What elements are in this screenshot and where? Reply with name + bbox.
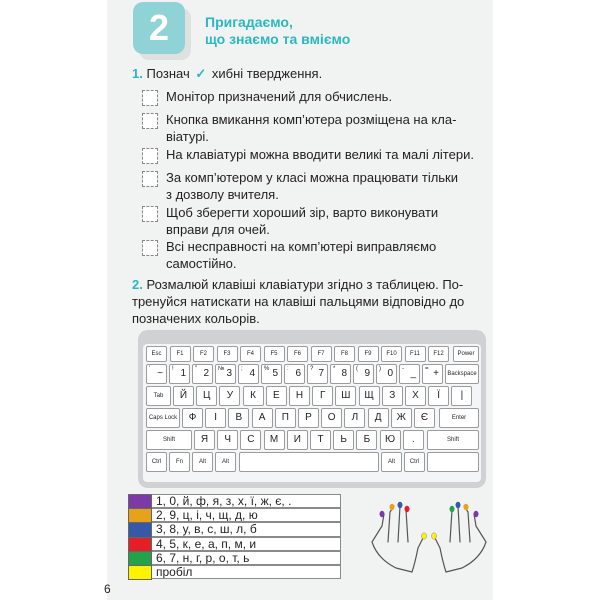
key (264, 346, 285, 362)
key-label: Ф (188, 412, 197, 423)
key (311, 346, 332, 362)
section-title-line-2: що знаємо та вміємо (205, 31, 351, 47)
key (344, 408, 365, 428)
keyboard-key-area (143, 344, 481, 482)
key (215, 364, 236, 384)
key-label: Х (412, 390, 419, 401)
key (266, 386, 287, 406)
key-label: С (247, 434, 255, 445)
statement-5-line-1: Щоб зберегти хороший зір, варто виконувати (166, 205, 439, 220)
key (428, 386, 449, 406)
statement-1-line-1: Монітор призначений для обчислень. (166, 89, 393, 104)
statement-5-text (166, 204, 488, 238)
key (228, 408, 249, 428)
key-label: Р (305, 412, 312, 423)
key (182, 408, 203, 428)
key (422, 364, 443, 384)
key (146, 346, 167, 362)
key-shift-label: : (287, 366, 289, 372)
right-pinky-nail (474, 511, 479, 517)
key (368, 408, 389, 428)
task-2-line-1-text: Розмалюй клавіші клавіатури згідно з таблицею. По- (146, 277, 464, 292)
key-label: ~ (157, 368, 163, 379)
key (451, 386, 472, 406)
statement-4-line-2: з дозволу вчителя. (166, 187, 279, 202)
space-key (239, 452, 379, 472)
key (146, 408, 180, 428)
legend-row (128, 494, 341, 508)
key (330, 364, 351, 384)
legend-keys: 4, 5, к, е, а, п, м, и (152, 537, 341, 551)
key (217, 430, 238, 450)
key (312, 386, 333, 406)
key-shift-label: ' (149, 366, 151, 372)
key (298, 408, 319, 428)
task-2-line-1 (132, 276, 488, 293)
key-label: | (460, 390, 464, 401)
left-hand-outline (372, 506, 424, 572)
key (146, 452, 167, 472)
key-label: Я (200, 434, 209, 445)
legend-keys: 1, 0, й, ф, я, з, х, ї, ж, є, . (152, 494, 341, 508)
key-label: Т (317, 434, 324, 445)
task-2-number: 2. (132, 277, 143, 292)
right-thumb-nail (432, 533, 437, 539)
key (238, 364, 259, 384)
key (261, 364, 282, 384)
key (192, 452, 213, 472)
key-label: F5 (270, 351, 278, 357)
statement-1-text (166, 88, 488, 105)
key-label: . (411, 434, 415, 445)
key-label: Alt (387, 459, 395, 465)
statement-3-checkbox[interactable] (142, 148, 158, 164)
key-shift-label: ) (379, 366, 381, 372)
key-label: Ь (340, 434, 347, 445)
key-label: Ctrl (409, 459, 420, 465)
statement-2-line-2: віатурі. (166, 129, 209, 144)
key-label: В (235, 412, 243, 423)
key (445, 364, 479, 384)
key (380, 430, 401, 450)
section-badge (133, 2, 195, 64)
key (453, 346, 479, 362)
key-label: Fn (175, 459, 183, 465)
statement-6-checkbox[interactable] (142, 240, 158, 256)
statement-6-text (166, 238, 488, 272)
statement-6-line-2: самостійно. (166, 256, 237, 271)
key-label: F9 (364, 351, 372, 357)
key-shift-label: * (333, 366, 336, 372)
key (240, 430, 261, 450)
key (217, 346, 238, 362)
statement-2-checkbox[interactable] (142, 113, 158, 129)
hands-illustration (366, 496, 492, 578)
task-2-text (132, 276, 488, 327)
key-label: 1 (180, 368, 186, 379)
key-label: Ж (396, 412, 406, 423)
key-label: 6 (295, 368, 301, 379)
key (243, 386, 264, 406)
key-label: Д (374, 412, 382, 423)
key (414, 408, 435, 428)
key (287, 430, 308, 450)
key-label: Й (179, 390, 188, 401)
left-thumb-nail (422, 533, 427, 539)
section-title (205, 14, 405, 48)
key-label: Enter (451, 415, 467, 421)
key (381, 452, 402, 472)
key (287, 346, 308, 362)
legend-color-swatch (128, 551, 152, 566)
key-label: F3 (223, 351, 231, 357)
key-shift-label: " (195, 366, 198, 372)
key-label: Ctrl (151, 459, 162, 465)
left-ring-nail (390, 504, 395, 510)
key-label: + (433, 368, 439, 379)
legend-row (128, 508, 341, 522)
key-label: 4 (249, 368, 255, 379)
statement-4-checkbox[interactable] (142, 171, 158, 187)
key-shift-label: № (218, 366, 225, 372)
key-label: Shift (162, 437, 175, 443)
statement-4-text (166, 169, 488, 203)
key (381, 346, 402, 362)
key-label: Е (272, 390, 280, 401)
key (194, 430, 215, 450)
key-label: О (327, 412, 336, 423)
key (169, 452, 190, 472)
key-label: F10 (386, 351, 397, 357)
task-1-number: 1. (132, 66, 143, 81)
key-label: Ю (385, 434, 396, 445)
key (284, 364, 305, 384)
key-label: Ш (341, 390, 351, 401)
key (321, 408, 342, 428)
key (428, 346, 449, 362)
key-label: Ч (224, 434, 232, 445)
key-label: 8 (341, 368, 347, 379)
key-label: Є (420, 412, 429, 423)
key-label: 3 (226, 368, 232, 379)
legend-row (128, 565, 341, 579)
key-label: Г (319, 390, 326, 401)
key (240, 346, 261, 362)
key (382, 386, 403, 406)
statement-3-line-1: На клавіатурі можна вводити великі та малі літери. (166, 147, 474, 162)
key-label: F11 (410, 351, 420, 357)
key-label: 7 (318, 368, 324, 379)
key-label: 2 (203, 368, 209, 379)
key-label: Caps Lock (148, 415, 178, 421)
key-shift-label: ? (310, 366, 314, 372)
key-label: 5 (272, 368, 278, 379)
right-ring-nail (464, 504, 469, 510)
key (403, 430, 424, 450)
key-label: Tab (153, 393, 164, 399)
key-label: Н (295, 390, 304, 401)
legend-keys: 6, 7, н, г, р, о, т, ь (152, 551, 341, 565)
blank-key (427, 452, 479, 472)
finger-color-legend (128, 494, 341, 579)
key-shift-label: ( (356, 366, 358, 372)
key (173, 386, 194, 406)
statement-2-text (166, 111, 488, 145)
task-1-title-after: хибні твердження. (211, 66, 323, 81)
legend-color-swatch (128, 537, 152, 552)
right-middle-nail (456, 502, 461, 508)
key (205, 408, 226, 428)
key (353, 364, 374, 384)
key (376, 364, 397, 384)
key-shift-label: - (402, 366, 404, 372)
key (215, 452, 236, 472)
legend-keys: 3, 8, у, в, с, ш, л, б (152, 522, 341, 536)
key (289, 386, 310, 406)
key (359, 386, 380, 406)
legend-row (128, 551, 341, 565)
key-shift-label: % (264, 366, 270, 372)
key (358, 346, 379, 362)
key (264, 430, 285, 450)
legend-keys: пробіл (152, 565, 341, 579)
key-label: А (258, 412, 266, 423)
key-label: F4 (246, 351, 254, 357)
key (196, 386, 217, 406)
key-label: Backspace (447, 371, 477, 377)
legend-row (128, 537, 341, 551)
task-1-title-before: Познач (146, 66, 190, 81)
key (192, 364, 213, 384)
legend-color-swatch (128, 565, 152, 580)
key-label: Ї (437, 390, 441, 401)
statement-4-line-1: За комп’ютером у класі можна працювати тільки (166, 170, 459, 185)
key-label: П (281, 412, 289, 423)
statement-5-line-2: вправи для очей. (166, 222, 270, 237)
statement-2-line-1: Кнопка вмикання комп’ютера розміщена на кла- (166, 112, 457, 127)
key (399, 364, 420, 384)
key-label: У (226, 390, 234, 401)
key (146, 430, 192, 450)
key-label: Power (457, 351, 475, 357)
right-hand-outline (434, 506, 486, 572)
key-label: F1 (176, 351, 184, 357)
key (405, 386, 426, 406)
legend-keys: 2, 9, ц, і, ч, щ, д, ю (152, 508, 341, 522)
key (146, 364, 167, 384)
key (391, 408, 412, 428)
key-shift-label: ! (172, 366, 174, 372)
key (333, 430, 354, 450)
section-title-line-1: Пригадаємо, (205, 14, 293, 30)
key-label: 0 (387, 368, 393, 379)
key-label: F7 (317, 351, 325, 357)
key (307, 364, 328, 384)
key (405, 346, 426, 362)
left-pinky-nail (380, 511, 385, 517)
key-label: F8 (340, 351, 348, 357)
statement-1-checkbox[interactable] (142, 90, 158, 106)
key-shift-label: = (425, 366, 429, 372)
key-label: F12 (433, 351, 444, 357)
key-label: F2 (199, 351, 207, 357)
left-middle-nail (398, 502, 403, 508)
key (334, 346, 355, 362)
key-label: _ (410, 368, 416, 379)
left-index-nail (405, 506, 410, 512)
task-2-line-3: позначених кольорів. (132, 311, 260, 326)
statement-3-text (166, 146, 488, 163)
right-index-nail (450, 506, 455, 512)
key-label: Б (363, 434, 371, 445)
check-mark-icon: ✓ (195, 66, 207, 81)
task-1-heading (132, 65, 322, 82)
key (146, 386, 171, 406)
key (404, 452, 425, 472)
key (219, 386, 240, 406)
key-label: Shift (446, 437, 459, 443)
key (252, 408, 273, 428)
key-label: Л (351, 412, 359, 423)
legend-color-swatch (128, 494, 152, 509)
keyboard-illustration (138, 330, 486, 488)
key-label: Ц (202, 390, 211, 401)
legend-row (128, 522, 341, 536)
key-label: Alt (198, 459, 206, 465)
key-label: Esc (151, 351, 162, 357)
task-2-line-2: тренуйся натискати на клавіші пальцями відповідно до (132, 294, 465, 309)
key-label: Alt (221, 459, 229, 465)
key-label: 9 (364, 368, 370, 379)
statement-6-line-1: Всі несправності на комп’ютері виправляємо (166, 239, 437, 254)
key (193, 346, 214, 362)
key (170, 346, 191, 362)
page-number: 6 (104, 582, 111, 596)
legend-color-swatch (128, 522, 152, 537)
key (427, 430, 479, 450)
key (169, 364, 190, 384)
key (335, 386, 356, 406)
section-number: 2 (148, 7, 170, 48)
key (275, 408, 296, 428)
key-label: З (389, 390, 396, 401)
key (356, 430, 377, 450)
key-label: І (214, 412, 218, 423)
key-shift-label: ; (241, 366, 243, 372)
key-label: F6 (293, 351, 301, 357)
key (439, 408, 479, 428)
section-badge-box (133, 2, 185, 54)
statement-5-checkbox[interactable] (142, 206, 158, 222)
key (310, 430, 331, 450)
key-label: К (250, 390, 256, 401)
key-label: И (293, 434, 301, 445)
key-label: М (269, 434, 279, 445)
key-label: Щ (364, 390, 374, 401)
legend-color-swatch (128, 508, 152, 523)
